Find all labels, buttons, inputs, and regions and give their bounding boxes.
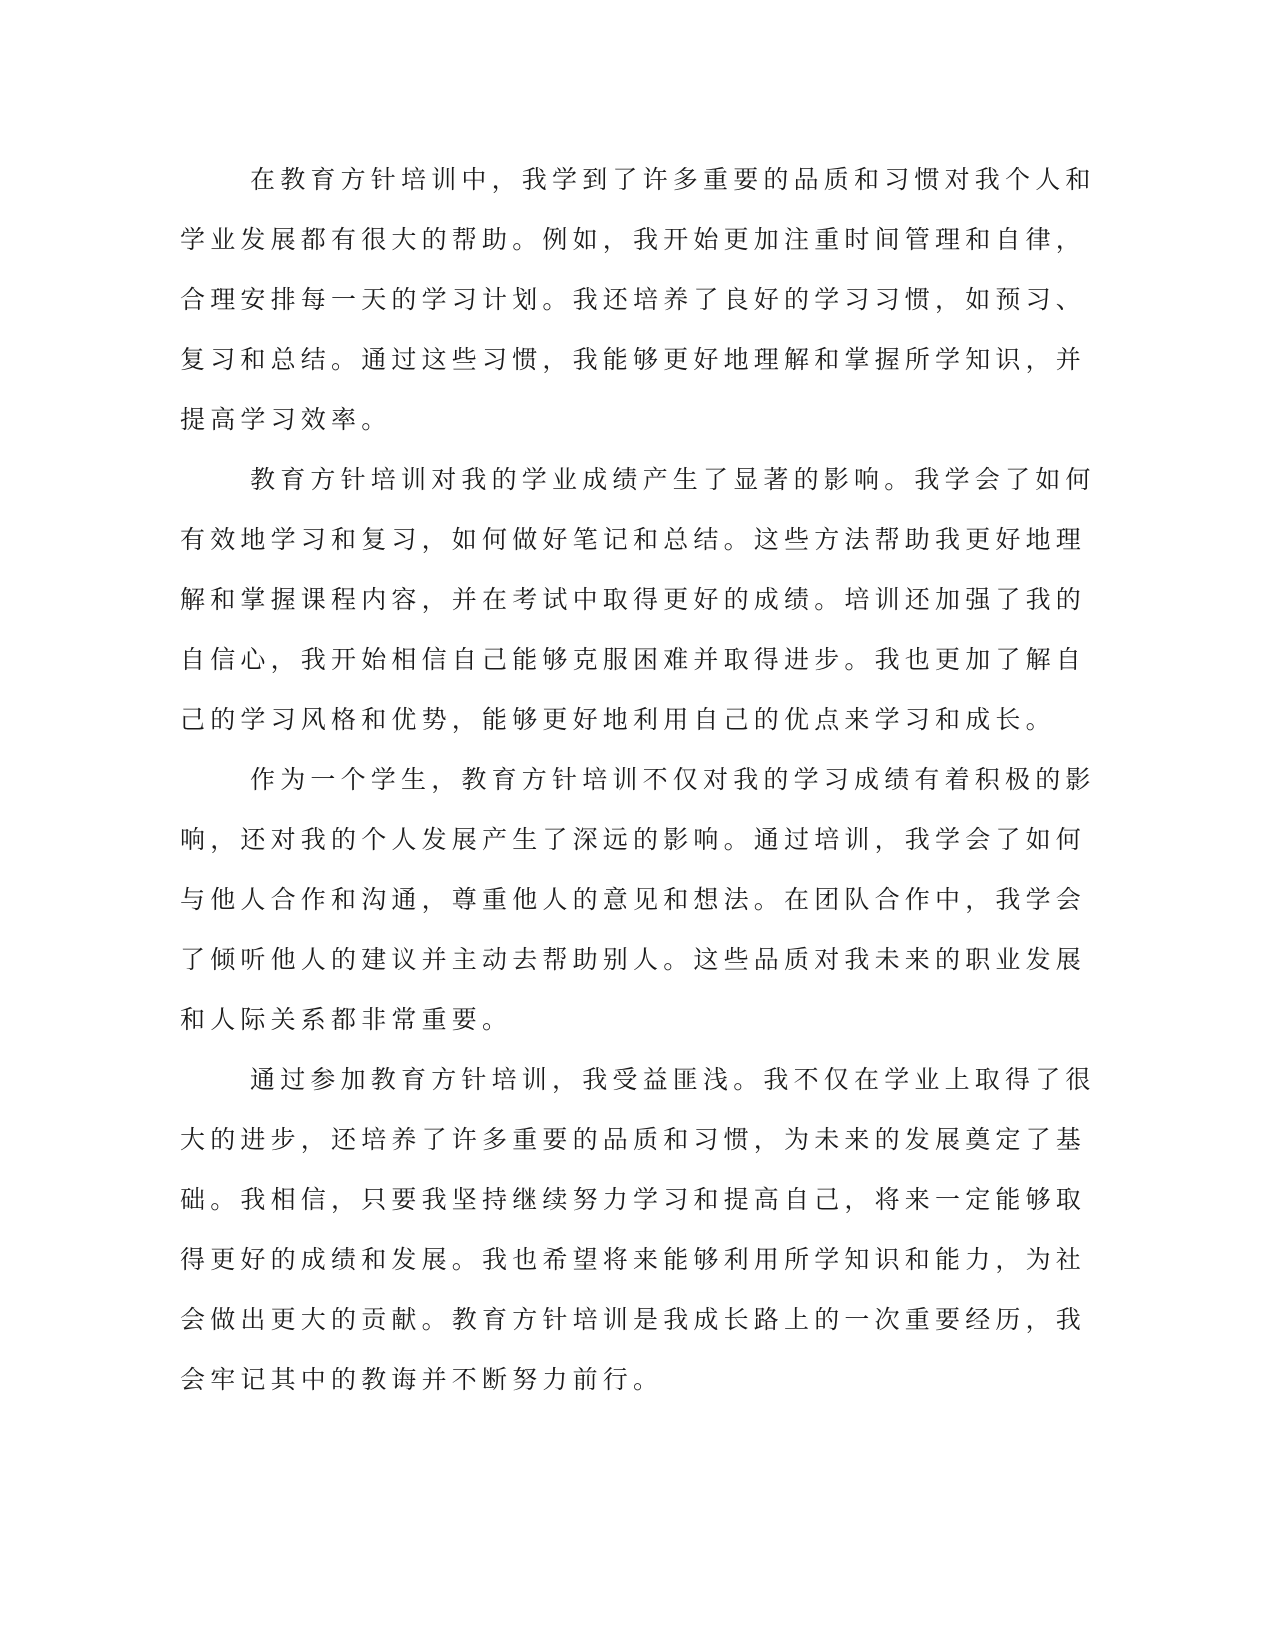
- text-line: 学业发展都有很大的帮助。例如，我开始更加注重时间管理和自律，: [180, 225, 1087, 254]
- text-line: 了倾听他人的建议并主动去帮助别人。这些品质对我未来的职业发展: [180, 945, 1087, 974]
- text-line: 与他人合作和沟通，尊重他人的意见和想法。在团队合作中，我学会: [180, 885, 1087, 914]
- text-line: 和人际关系都非常重要。: [180, 1005, 513, 1034]
- paragraph-4: [180, 1050, 1096, 1410]
- text-line: 得更好的成绩和发展。我也希望将来能够利用所学知识和能力，为社: [180, 1245, 1087, 1274]
- text-line: 础。我相信，只要我坚持继续努力学习和提高自己，将来一定能够取: [180, 1185, 1087, 1214]
- text-line: 自信心，我开始相信自己能够克服困难并取得进步。我也更加了解自: [180, 645, 1087, 674]
- text-line: 通过参加教育方针培训，我受益匪浅。我不仅在学业上取得了很: [250, 1065, 1096, 1094]
- text-line: 响，还对我的个人发展产生了深远的影响。通过培训，我学会了如何: [180, 825, 1087, 854]
- text-line: 会做出更大的贡献。教育方针培训是我成长路上的一次重要经历，我: [180, 1305, 1087, 1334]
- text-line: 提高学习效率。: [180, 405, 392, 434]
- text-line: 作为一个学生，教育方针培训不仅对我的学习成绩有着积极的影: [250, 765, 1096, 794]
- text-line: 己的学习风格和优势，能够更好地利用自己的优点来学习和成长。: [180, 705, 1056, 734]
- text-line: 解和掌握课程内容，并在考试中取得更好的成绩。培训还加强了我的: [180, 585, 1087, 614]
- text-line: 会牢记其中的教诲并不断努力前行。: [180, 1365, 664, 1394]
- text-line: 在教育方针培训中，我学到了许多重要的品质和习惯对我个人和: [250, 165, 1096, 194]
- paragraph-1: [180, 150, 1096, 450]
- paragraph-2: [180, 450, 1096, 750]
- text-line: 有效地学习和复习，如何做好笔记和总结。这些方法帮助我更好地理: [180, 525, 1087, 554]
- paragraph-3: [180, 750, 1096, 1050]
- text-line: 教育方针培训对我的学业成绩产生了显著的影响。我学会了如何: [250, 465, 1096, 494]
- text-line: 大的进步，还培养了许多重要的品质和习惯，为未来的发展奠定了基: [180, 1125, 1087, 1154]
- text-line: 复习和总结。通过这些习惯，我能够更好地理解和掌握所学知识，并: [180, 345, 1087, 374]
- document-body: [180, 150, 1096, 1410]
- text-line: 合理安排每一天的学习计划。我还培养了良好的学习习惯，如预习、: [180, 285, 1087, 314]
